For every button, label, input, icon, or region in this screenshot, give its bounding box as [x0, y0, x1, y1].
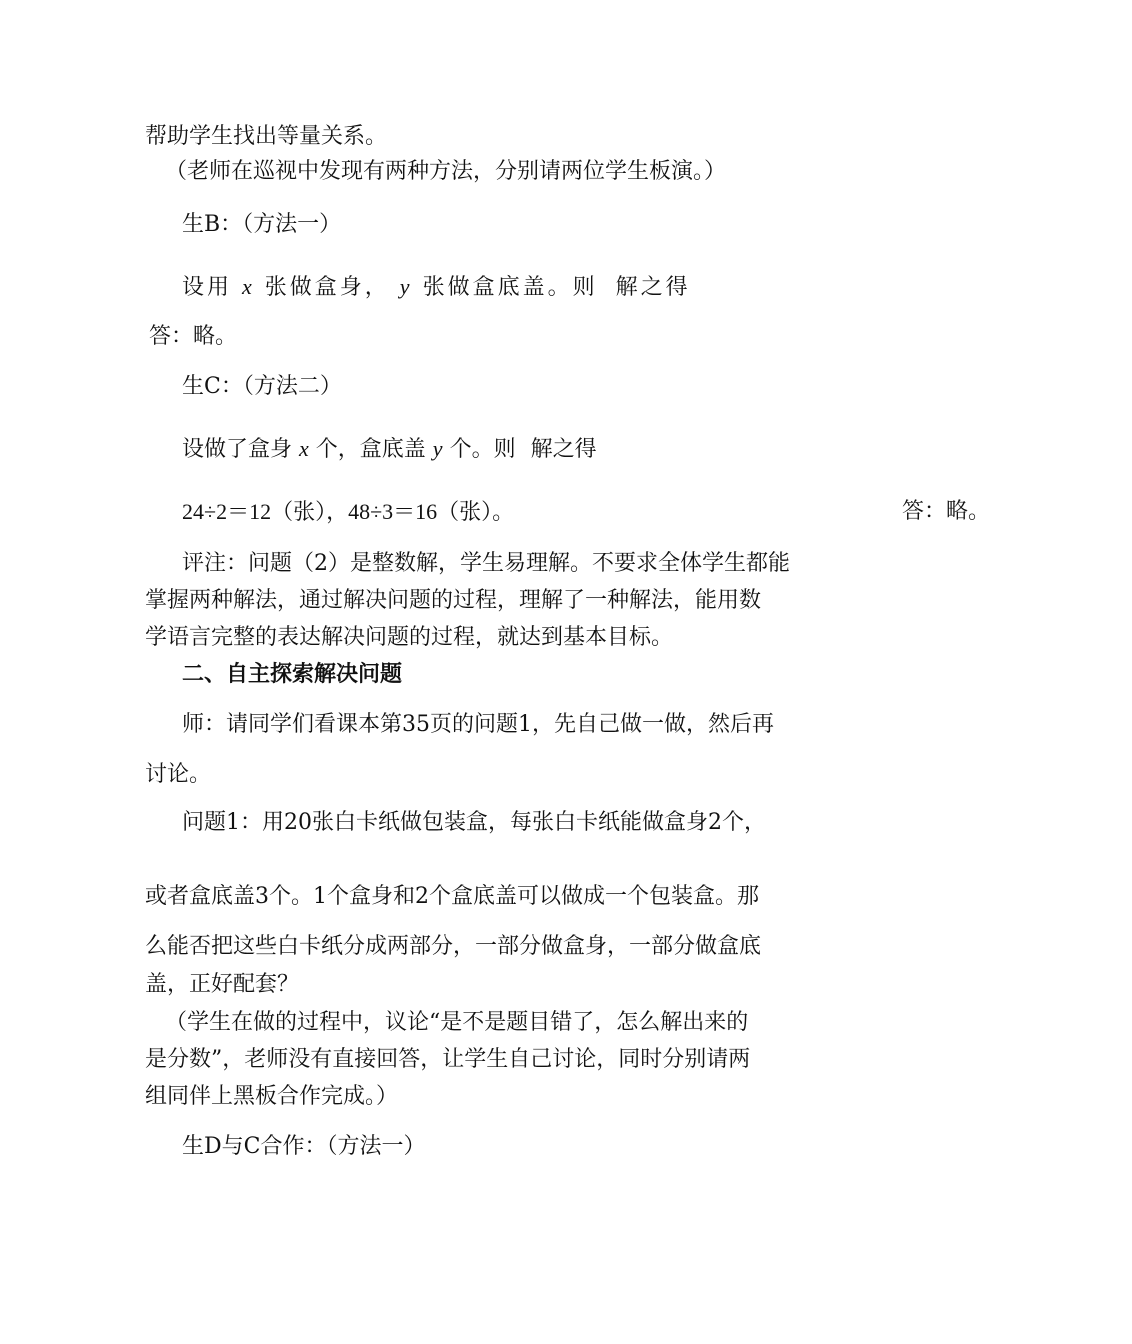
paragraph-line	[182, 497, 1132, 528]
section-heading: 二、自主探索解决问题	[182, 662, 403, 687]
text-run: 设用	[182, 275, 233, 300]
paragraph-line	[182, 434, 1132, 465]
problem-line: 么能否把这些白卡纸分成两部分，一部分做盒身，一部分做盒底	[145, 934, 762, 959]
paragraph-line: （老师在巡视中发现有两种方法，分别请两位学生板演。）	[165, 159, 727, 184]
calculation-text: 24÷2＝12（张），48÷3＝16（张）。	[182, 499, 515, 524]
text-run: 答：略。	[149, 324, 238, 349]
text-run: 设做了盒身	[182, 437, 293, 462]
comment-line: 学语言完整的表达解决问题的过程，就达到基本目标。	[145, 625, 674, 650]
variable-y: y	[432, 436, 443, 461]
student-c-heading: 生C：（方法二）	[182, 374, 342, 399]
paragraph-line	[182, 272, 1132, 303]
variable-x: x	[299, 436, 309, 461]
paragraph-line: 讨论。	[145, 762, 212, 787]
student-b-heading: 生B：（方法一）	[182, 212, 342, 237]
paragraph-line: 师：请同学们看课本第35页的问题1，先自己做一做，然后再	[182, 712, 774, 737]
answer-text: 答：略。	[902, 499, 991, 524]
variable-x: x	[242, 274, 255, 299]
paragraph-line: 是分数”，老师没有直接回答，让学生自己讨论，同时分别请两	[145, 1047, 751, 1072]
problem-line: 问题1：用20张白卡纸做包装盒，每张白卡纸能做盒身2个，	[182, 810, 766, 835]
paragraph-line: 帮助学生找出等量关系。	[145, 124, 388, 149]
text-run: 个，盒底盖	[315, 437, 426, 462]
text-run: 解之得	[615, 275, 691, 300]
problem-line: 盖，正好配套？	[145, 972, 300, 997]
text-run: 张做盒底盖。则	[422, 275, 598, 300]
paragraph-line: （学生在做的过程中，议论“是不是题目错了，怎么解出来的	[165, 1010, 749, 1035]
text-run: 个。则	[449, 437, 516, 462]
text-run: 解之得	[530, 437, 597, 462]
comment-line: 掌握两种解法，通过解决问题的过程，理解了一种解法，能用数	[145, 588, 762, 613]
paragraph-line	[145, 322, 1095, 352]
variable-y: y	[399, 274, 413, 299]
problem-line: 或者盒底盖3个。1个盒身和2个盒底盖可以做成一个包装盒。那	[145, 884, 759, 909]
student-d-heading: 生D与C合作：（方法一）	[182, 1134, 426, 1159]
comment-line: 评注：问题（2）是整数解，学生易理解。不要求全体学生都能	[182, 551, 790, 576]
text-run: 张做盒身，	[264, 275, 390, 300]
paragraph-line: 组同伴上黑板合作完成。）	[145, 1084, 399, 1109]
